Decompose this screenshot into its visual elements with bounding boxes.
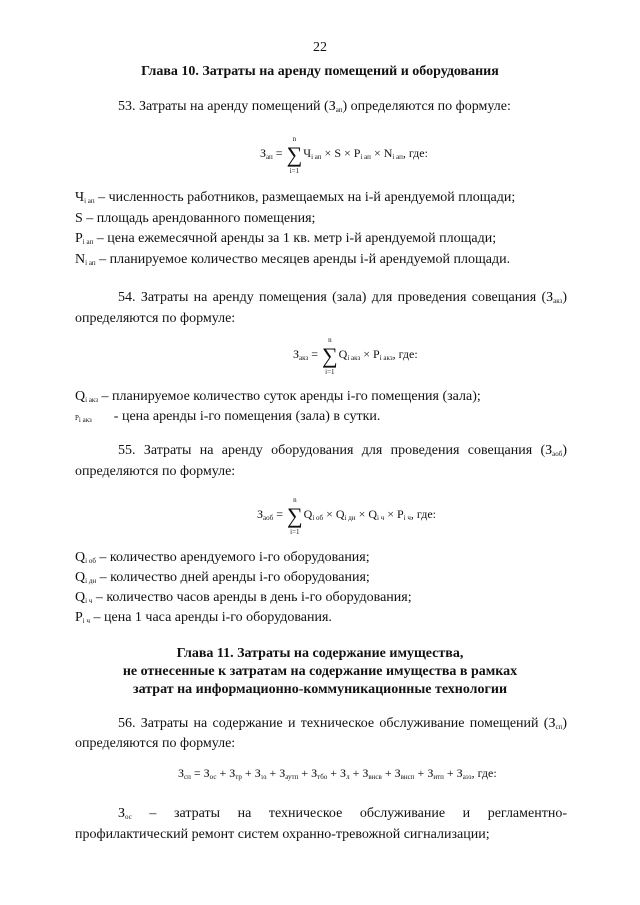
def-55-4: $P_{i ч}$ – цена 1 часа аренды i-го оборудования. [75, 610, 332, 625]
formula-term: З [254, 766, 261, 780]
page-number: 22 [313, 40, 327, 55]
def-55-3: $Q_{i ч}$ – количество часов аренды в день i-го оборудования; [75, 590, 412, 605]
formula-term-sub: эз [260, 773, 267, 781]
def-53-1: $Ч_{i ап}$ – численность работников, размещаемых на i-й арендуемой площади; [75, 190, 516, 205]
def-53-4: $N_{i ап}$ – планируемое количество месяцев аренды i-й арендуемой площади. [75, 252, 511, 267]
formula-term: З [456, 766, 463, 780]
chapter-10-title: Глава 10. Затраты на аренду помещений и оборудования [141, 64, 499, 79]
sum-sign: ∑ n i=1 [321, 336, 338, 376]
formula-term: З [229, 766, 236, 780]
p53-intro: 53. Затраты на аренду помещений $(З_{ап})$ определяются по формуле: [118, 99, 511, 114]
formula-term-sub: тбо [317, 773, 328, 781]
p54-line2: определяются по формуле: [75, 311, 236, 326]
chapter-11-title-line2: не отнесенные к затратам на содержание имущества в рамках [122, 664, 518, 679]
formula-55: $З_{аоб}$ = ∑ n i=1 $Q_{i об} \times Q_{i дн} \times Q_{i ч} \times P_{i ч}$, где: [257, 496, 437, 536]
formula-term-sub: итп [433, 773, 444, 781]
formula-term-sub: л [346, 773, 350, 781]
sum-sign: ∑ n i=1 [286, 135, 303, 175]
formula-56-terms: $З_{ос} + З_{тр} + З_{эз} + З_{аутп} + З_{тбо} + З_л + З_{внсв} + З_{внсп} + З_{итп} + З_{аэз}$ [203, 766, 472, 781]
def-56-1-line1: $З_{ос}$ – затраты на техническое обслуживание и регламентно- [118, 806, 567, 821]
def-55-1: $Q_{i об}$ – количество арендуемого i-го оборудования; [75, 550, 370, 565]
formula-term-sub: аутп [285, 773, 299, 781]
formula-term: З [362, 766, 369, 780]
p55-line1: 55. Затраты на аренду оборудования для проведения совещания $(З_{аоб})$ [118, 443, 567, 458]
formula-term: З [394, 766, 401, 780]
formula-term: З [340, 766, 347, 780]
formula-54: $З_{акз}$ = ∑ n i=1 $Q_{i акз} \times P_{i акз}$, где: [293, 336, 418, 376]
def-55-2: $Q_{i дн}$ – количество дней аренды i-го оборудования; [75, 570, 370, 585]
formula-56: $З_{сп} = З_{ос} + З_{тр} + З_{эз} + З_{аутп} + З_{тбо} + З_л + З_{внсв} + З_{внсп} + З_{итп} + З_{аэз}$, где: [178, 766, 497, 781]
def-53-3: $P_{i ап}$ – цена ежемесячной аренды за 1 кв. метр i-й арендуемой площади; [75, 231, 497, 246]
formula-term-sub: внсп [400, 773, 415, 781]
formula-term-sub: внсв [368, 773, 382, 781]
chapter-11-title-line3: затрат на информационно-коммуникационные технологии [132, 682, 508, 697]
def-54-2: $P_{i акз}$ - цена аренды i-го помещения (зала) в сутки. [75, 409, 381, 424]
formula-term: З [203, 766, 210, 780]
def-53-2: S – площадь арендованного помещения; [75, 211, 316, 226]
formula-term: З [427, 766, 434, 780]
formula-term: З [311, 766, 318, 780]
formula-term-sub: ос [209, 773, 217, 781]
p55-line2: определяются по формуле: [75, 464, 236, 479]
p54-line1: 54. Затраты на аренду помещения (зала) для проведения совещания $(З_{акз})$ [118, 290, 567, 305]
def-54-1: $Q_{i акз}$ – планируемое количество суток аренды i-го помещения (зала); [75, 389, 481, 404]
formula-term: З [279, 766, 286, 780]
sum-sign: ∑ n i=1 [286, 496, 303, 536]
p56-line2: определяются по формуле: [75, 736, 236, 751]
chapter-11-title-line1: Глава 11. Затраты на содержание имущества, [176, 646, 464, 661]
formula-term-sub: тр [235, 773, 242, 781]
formula-53: $З_{ап}$ = ∑ n i=1 $Ч_{i ап} \times S \times P_{i ап} \times N_{i ап}$, где: [260, 135, 428, 175]
p56-line1: 56. Затраты на содержание и техническое обслуживание помещений $(З_{сп})$ [118, 716, 567, 731]
formula-term-sub: аэз [462, 773, 472, 781]
def-56-1-line2: профилактический ремонт систем охранно-тревожной сигнализации; [75, 827, 490, 842]
